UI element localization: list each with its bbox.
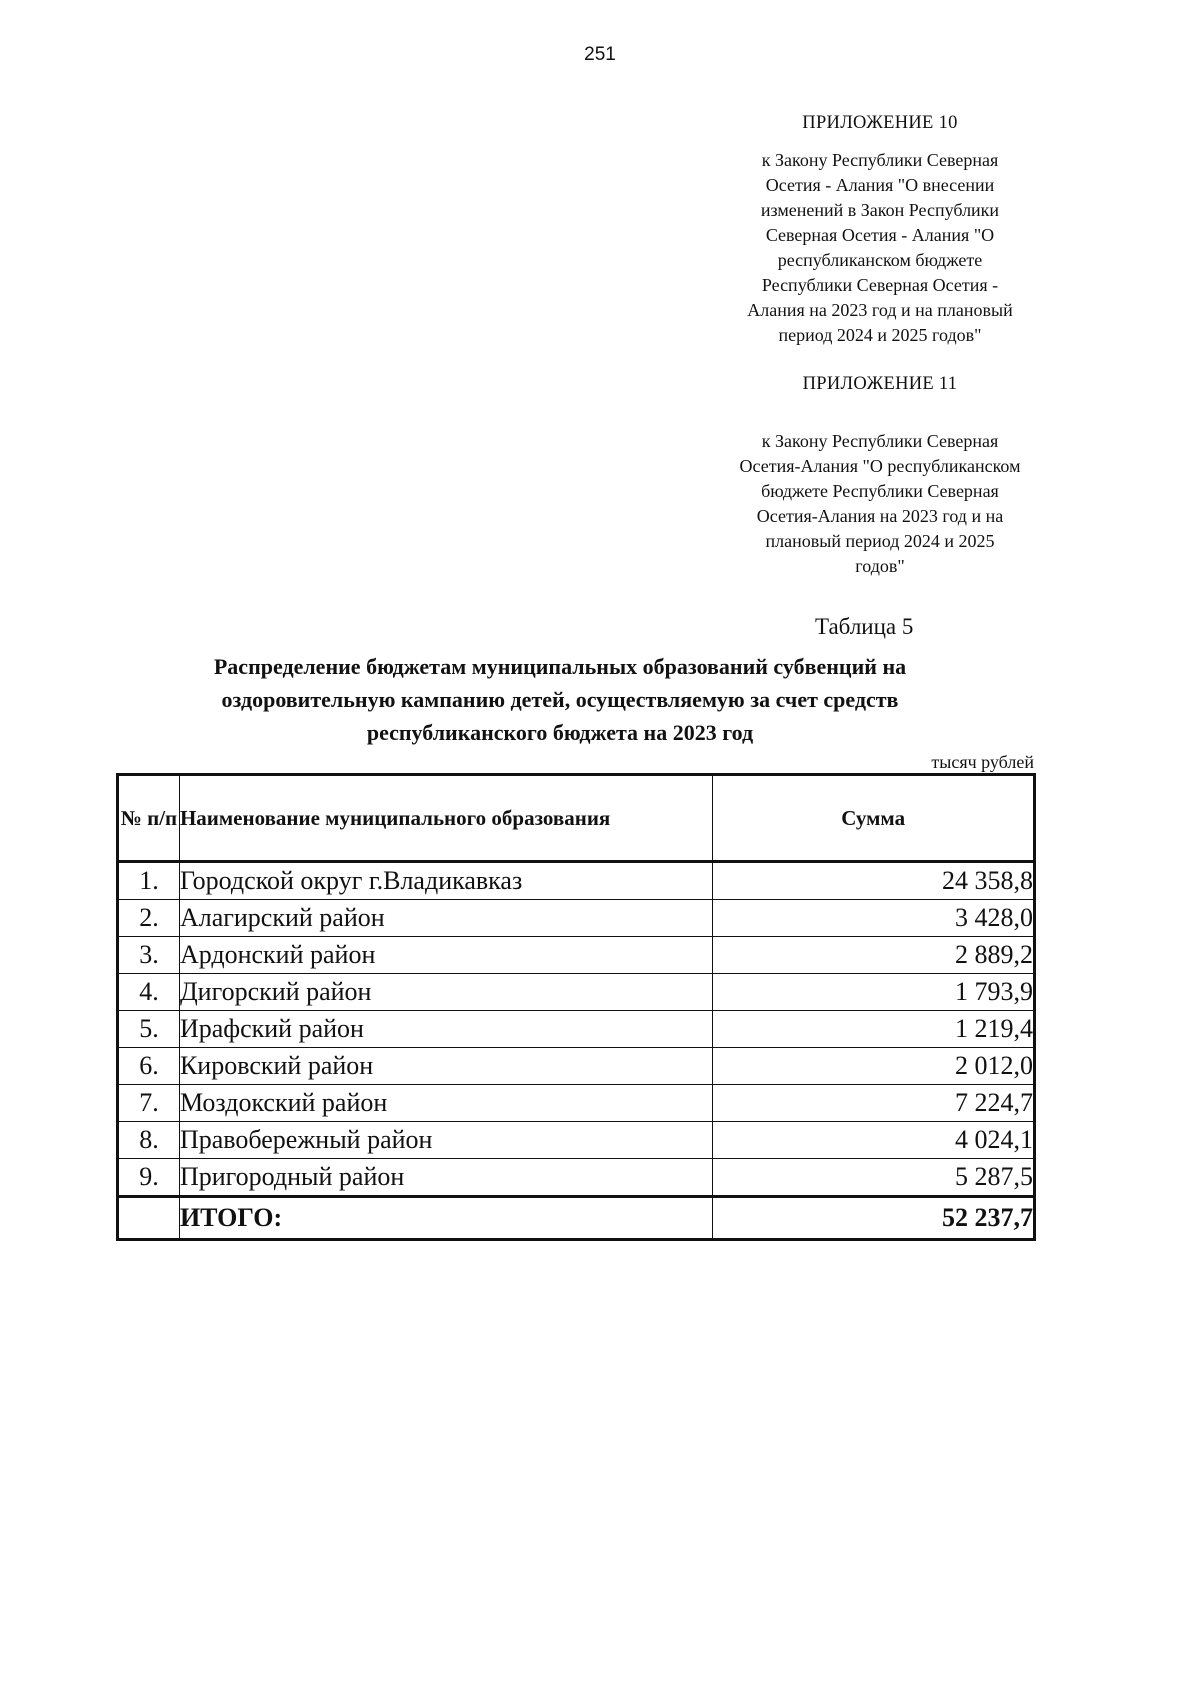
row-name: Ардонский район <box>179 937 712 974</box>
appendix-10-text <box>705 148 1055 348</box>
row-name: Городской округ г.Владикавказ <box>179 862 712 900</box>
appendix-line: к Закону Республики Северная <box>761 431 999 451</box>
row-num: 3. <box>118 937 180 974</box>
row-name: Правобережный район <box>179 1122 712 1159</box>
row-num: 7. <box>118 1085 180 1122</box>
header-num: № п/п <box>118 775 180 862</box>
appendix-line: бюджете Республики Северная <box>761 481 999 501</box>
row-sum: 2 012,0 <box>713 1048 1035 1085</box>
appendix-line: Осетия-Алания на 2023 год и на <box>756 506 1004 526</box>
appendix-11-title: ПРИЛОЖЕНИЕ 11 <box>802 374 958 394</box>
appendix-line: к Закону Республики Северная <box>761 150 999 170</box>
appendix-line: Северная Осетия - Алания "О <box>765 225 995 245</box>
row-name: Ирафский район <box>179 1011 712 1048</box>
table-row <box>118 1159 1035 1197</box>
document-title <box>160 650 960 749</box>
title-line: оздоровительную кампанию детей, осуществляемую за счет средств <box>221 687 899 712</box>
title-line: республиканского бюджета на 2023 год <box>366 720 754 745</box>
table-row <box>118 900 1035 937</box>
table-row <box>118 1048 1035 1085</box>
row-sum: 1 793,9 <box>713 974 1035 1011</box>
appendix-line: изменений в Закон Республики <box>760 200 1000 220</box>
table-row <box>118 862 1035 900</box>
row-sum: 2 889,2 <box>713 937 1035 974</box>
appendix-line: республиканском бюджете <box>777 250 983 270</box>
row-sum: 24 358,8 <box>713 862 1035 900</box>
appendix-line: Осетия-Алания "О республиканском <box>739 456 1021 476</box>
row-num: 9. <box>118 1159 180 1197</box>
table-row <box>118 937 1035 974</box>
units-label: тысяч рублей <box>931 752 1034 772</box>
header-name: Наименование муниципального образования <box>179 775 712 862</box>
row-sum: 5 287,5 <box>713 1159 1035 1197</box>
appendix-line: Алания на 2023 год и на плановый <box>747 300 1013 320</box>
row-sum: 4 024,1 <box>713 1122 1035 1159</box>
row-num: 5. <box>118 1011 180 1048</box>
row-sum: 3 428,0 <box>713 900 1035 937</box>
table-row <box>118 1085 1035 1122</box>
appendix-11-text <box>705 429 1055 579</box>
row-num: 8. <box>118 1122 180 1159</box>
total-label: ИТОГО: <box>179 1197 712 1240</box>
table-row <box>118 1122 1035 1159</box>
appendix-line: годов" <box>855 556 905 576</box>
appendix-line: Республики Северная Осетия - <box>761 275 999 295</box>
row-name: Алагирский район <box>179 900 712 937</box>
appendix-line: период 2024 и 2025 годов" <box>778 325 982 345</box>
row-num: 2. <box>118 900 180 937</box>
table-row <box>118 974 1035 1011</box>
row-sum: 7 224,7 <box>713 1085 1035 1122</box>
row-name: Моздокский район <box>179 1085 712 1122</box>
appendix-line: Осетия - Алания "О внесении <box>765 175 995 195</box>
row-name: Кировский район <box>179 1048 712 1085</box>
row-num: 1. <box>118 862 180 900</box>
subvention-table <box>116 773 1036 1241</box>
page-number: 251 <box>584 44 616 65</box>
table-header-row <box>118 775 1035 862</box>
row-num: 4. <box>118 974 180 1011</box>
table-label: Таблица 5 <box>815 614 914 639</box>
total-sum: 52 237,7 <box>713 1197 1035 1240</box>
row-name: Дигорский район <box>179 974 712 1011</box>
appendix-line: плановый период 2024 и 2025 <box>765 531 995 551</box>
row-sum: 1 219,4 <box>713 1011 1035 1048</box>
appendix-10-title: ПРИЛОЖЕНИЕ 10 <box>802 113 958 133</box>
row-name: Пригородный район <box>179 1159 712 1197</box>
row-num: 6. <box>118 1048 180 1085</box>
title-line: Распределение бюджетам муниципальных образований субвенций на <box>213 654 907 679</box>
total-num-cell <box>118 1197 180 1240</box>
table-row <box>118 1011 1035 1048</box>
header-sum: Сумма <box>713 775 1035 862</box>
total-row <box>118 1197 1035 1240</box>
